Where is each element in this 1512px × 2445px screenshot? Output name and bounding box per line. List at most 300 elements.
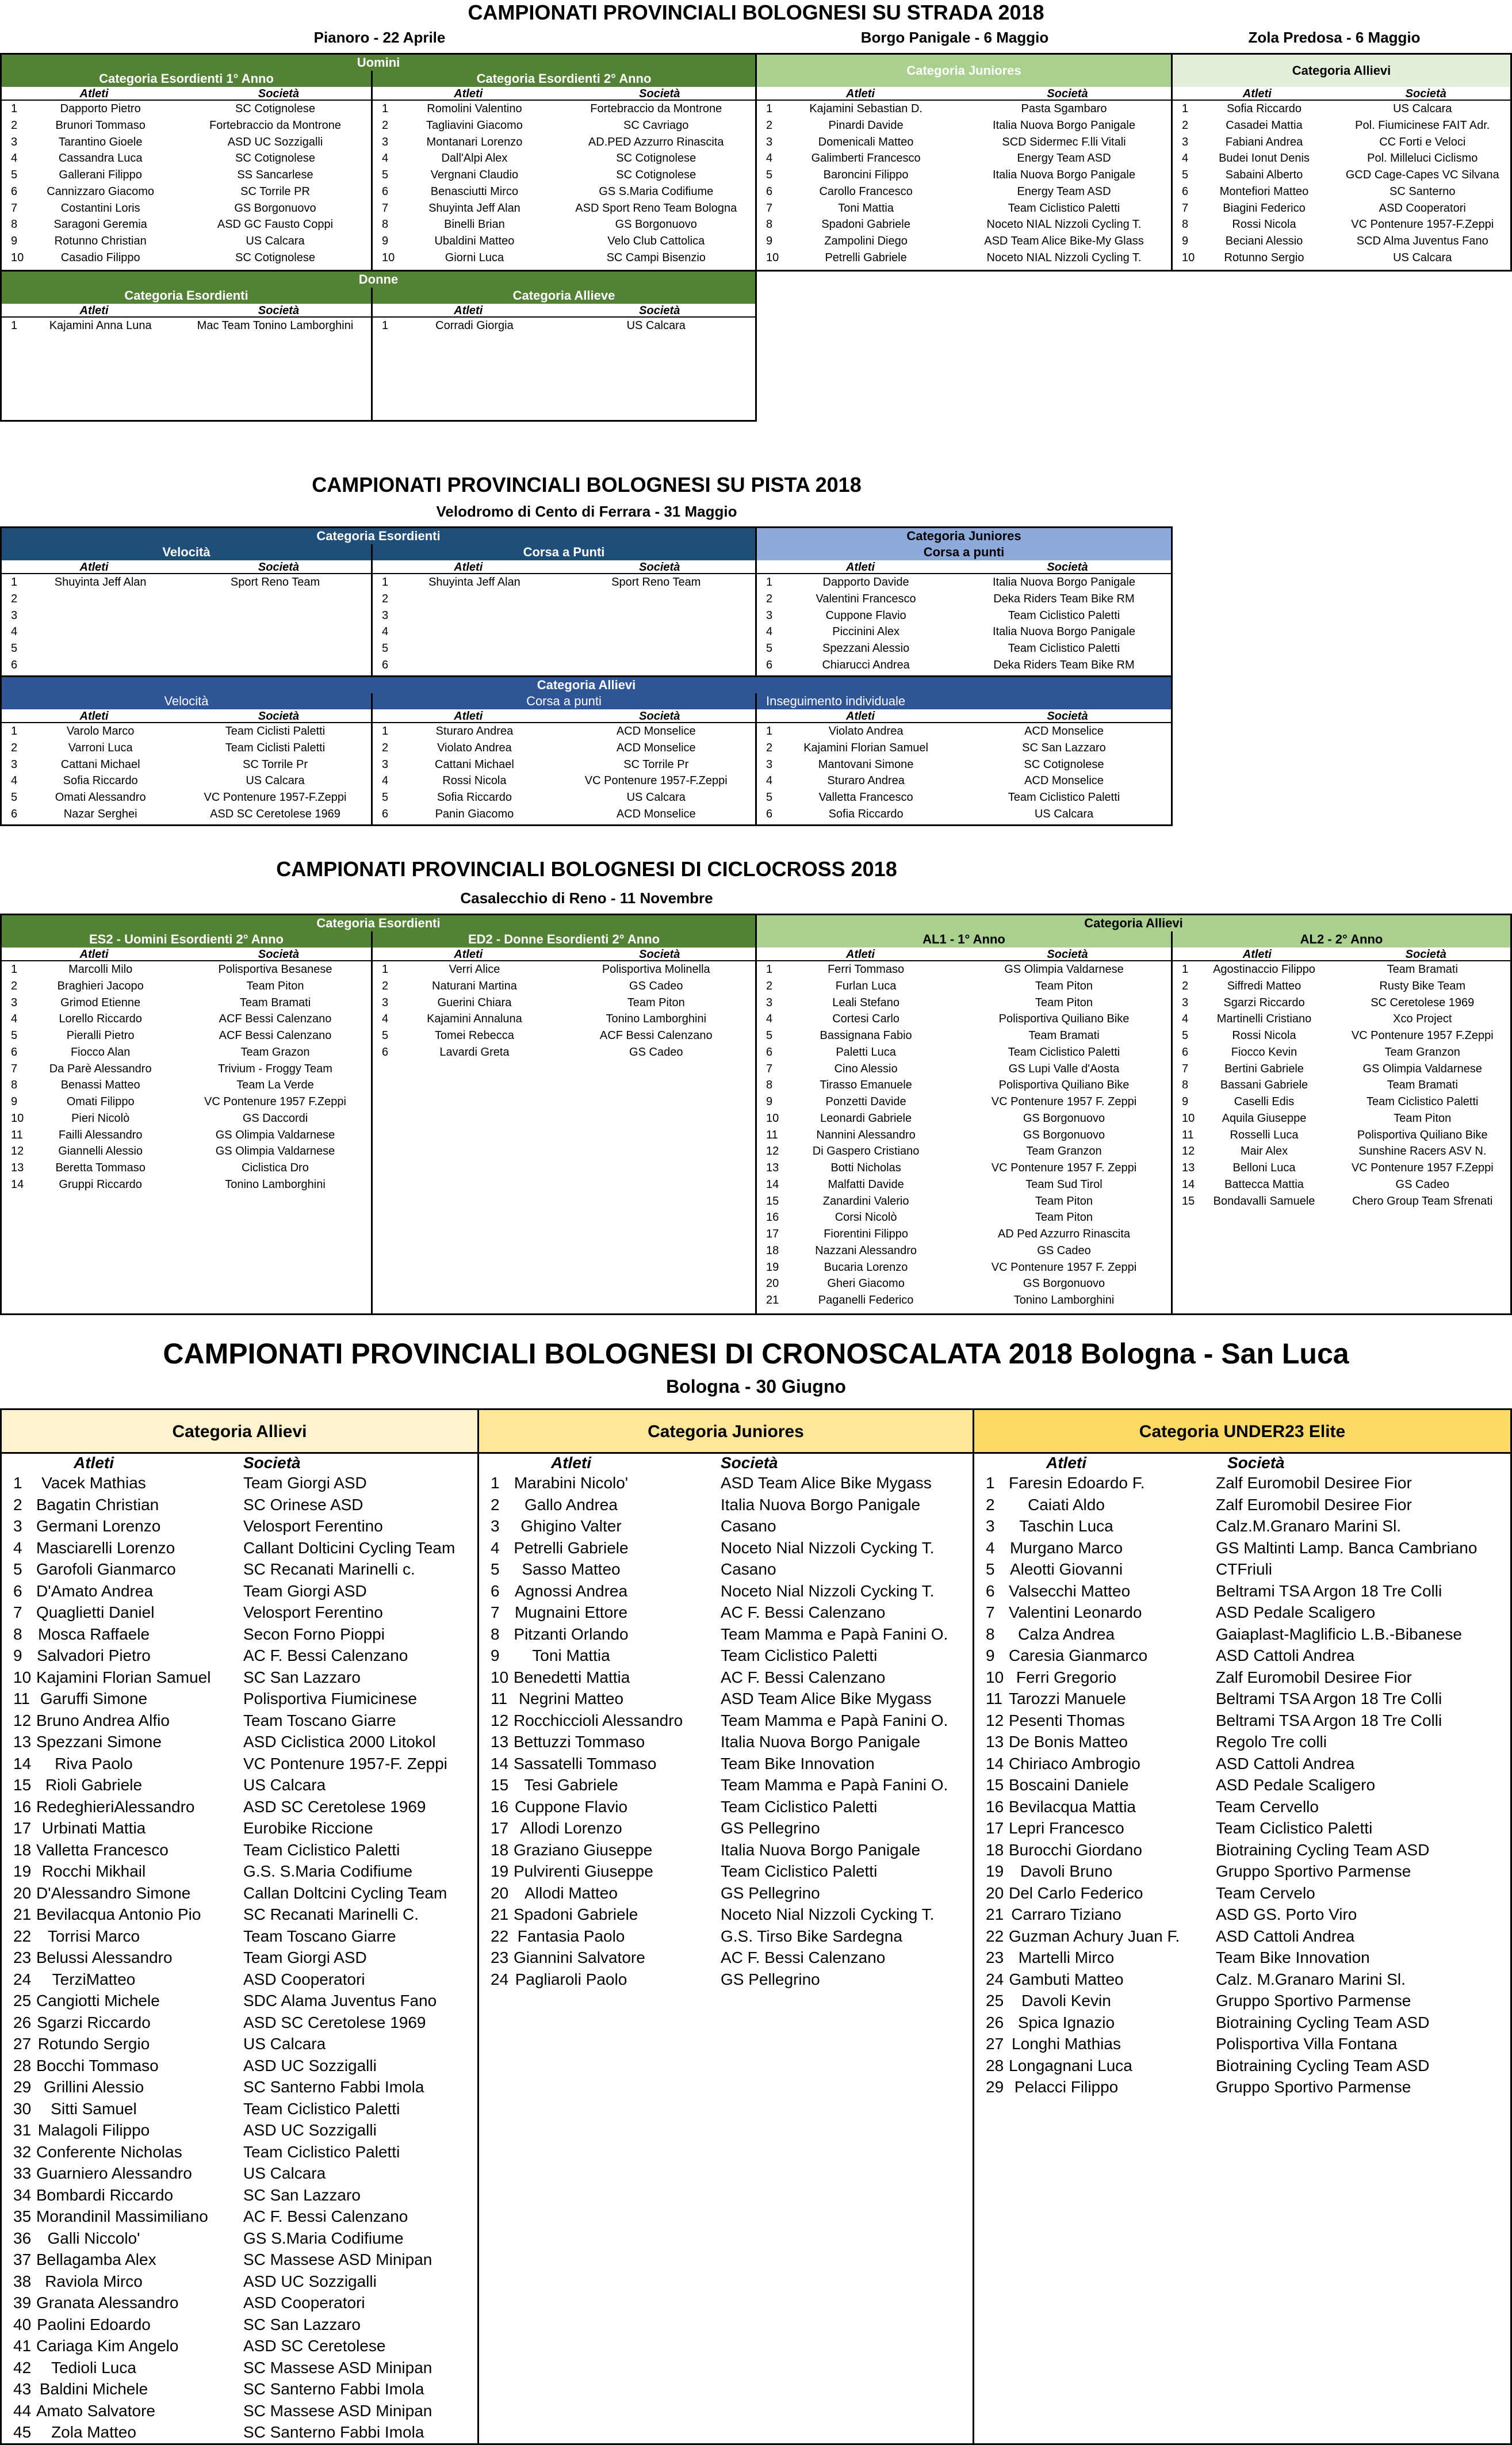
rank-cell: 9 (11, 235, 18, 247)
rank-cell: 9 (382, 235, 389, 247)
strada-loc-2: Borgo Panigale - 6 Maggio (860, 29, 1049, 46)
athlete-cell: Lavardi Greta (439, 1045, 510, 1059)
athlete-cell: Agostinaccio Filippo (1213, 963, 1315, 976)
rank-cell: 44 (13, 2401, 32, 2420)
athlete-cell: Cannizzaro Giacomo (47, 185, 155, 198)
rank-cell: 22 (491, 1927, 509, 1945)
table-row (479, 1969, 973, 1991)
rank-cell: 2 (382, 119, 389, 132)
rank-cell: 13 (766, 1162, 779, 1174)
team-cell: Team Toscano Giarre (243, 1927, 396, 1945)
rank-cell: 10 (13, 1668, 32, 1686)
athlete-cell: Sgarzi Riccardo (1223, 996, 1305, 1009)
table-row (2, 1176, 371, 1193)
rank-cell: 4 (1182, 1013, 1189, 1026)
cross-loc: Casalecchio di Reno - 11 Novembre (460, 889, 713, 907)
table-row (974, 1947, 1510, 1969)
athlete-cell: Valletta Francesco (36, 1840, 169, 1859)
athlete-cell: Sturaro Andrea (827, 774, 905, 788)
athlete-cell: Faresin Edoardo F. (1009, 1474, 1145, 1492)
athlete-cell: Davoli Kevin (1021, 1992, 1111, 2010)
pista-esord-cap-title: Corsa a Punti (373, 544, 755, 560)
rank-cell: 2 (382, 979, 389, 992)
rank-cell: 15 (13, 1776, 32, 1794)
athlete-cell: Bevilacqua Mattia (1009, 1797, 1136, 1816)
team-cell: SCD Alma Juventus Fano (1356, 235, 1488, 247)
table-row (757, 1027, 1171, 1044)
table-row (2, 2119, 477, 2141)
team-cell: ASD Sport Reno Team Bologna (575, 201, 737, 215)
pista-loc: Velodromo di Cento di Ferrara - 31 Maggio (436, 503, 737, 520)
team-cell: SS Sancarlese (237, 169, 313, 181)
table-row (757, 1243, 1171, 1259)
team-cell: Team Cervello (1216, 1797, 1319, 1816)
col-atleti: Atleti (79, 304, 109, 317)
team-cell: Noceto Nial Nizzoli Cycking T. (721, 1905, 935, 1923)
rank-cell: 12 (13, 1711, 32, 1729)
rank-cell: 1 (1182, 963, 1189, 976)
table-row (2, 1558, 477, 1580)
rank-cell: 9 (491, 1646, 500, 1664)
rank-cell: 33 (13, 2164, 32, 2182)
athlete-cell: Sofia Riccardo (63, 774, 138, 788)
athlete-cell: Chiarucci Andrea (822, 658, 910, 671)
athlete-cell: Guarniero Alessandro (36, 2164, 192, 2182)
rank-cell: 4 (11, 625, 18, 639)
team-cell: Team Ciclistico Paletti (721, 1797, 878, 1816)
rank-cell: 5 (13, 1560, 22, 1578)
rank-cell: 22 (13, 1927, 32, 1945)
rank-cell: 9 (11, 1095, 18, 1108)
rank-cell: 21 (986, 1905, 1004, 1923)
table-row (2, 200, 371, 217)
table-row (2, 134, 371, 151)
athlete-cell: Lepri Francesco (1009, 1819, 1124, 1837)
rank-cell: 4 (382, 1013, 389, 1026)
team-cell: US Calcara (246, 235, 305, 247)
rank-cell: 14 (13, 1754, 32, 1772)
table-row (974, 1774, 1510, 1796)
athlete-cell: Sassatelli Tommaso (514, 1754, 657, 1772)
team-cell: ASD UC Sozzigalli (243, 2272, 377, 2290)
team-cell: US Calcara (1393, 102, 1452, 115)
athlete-cell: Rotunno Sergio (1224, 251, 1304, 264)
athlete-cell: Masciarelli Lorenzo (36, 1538, 175, 1557)
rank-cell: 8 (11, 218, 18, 231)
team-cell: Team Giorgi ASD (243, 1581, 367, 1600)
crono-under23-title: Categoria UNDER23 Elite (974, 1410, 1510, 1454)
athlete-cell: Varroni Luca (68, 741, 133, 754)
table-row (2, 1947, 477, 1969)
team-cell: SC Recanati Marinelli C. (243, 1905, 419, 1923)
rank-cell: 9 (766, 1095, 773, 1108)
team-cell: G.S. Tirso Bike Sardegna (721, 1927, 902, 1945)
team-cell: Team Bike Innovation (1216, 1949, 1370, 1966)
rank-cell: 8 (13, 1625, 22, 1643)
table-row (2, 2055, 477, 2077)
rank-cell: 39 (13, 2294, 32, 2312)
team-cell: Team Piton (1035, 996, 1093, 1009)
table-row (757, 150, 1171, 167)
table-row (757, 773, 1171, 789)
rank-cell: 41 (13, 2337, 32, 2355)
strada-donne-panel (0, 270, 757, 422)
athlete-cell: Bagatin Christian (36, 1495, 159, 1514)
athlete-cell: Botti Nicholas (830, 1162, 901, 1174)
table-row (757, 961, 1171, 978)
rank-cell: 5 (382, 642, 389, 655)
table-row (479, 1731, 973, 1753)
strada-es2-title: Categoria Esordienti 2° Anno (373, 71, 755, 87)
rank-cell: 3 (11, 135, 18, 148)
athlete-cell: Rotunno Christian (54, 235, 147, 247)
rank-cell: 42 (13, 2358, 32, 2377)
rank-cell: 13 (13, 1733, 32, 1751)
team-cell: Biotraining Cycling Team ASD (1216, 2056, 1430, 2075)
table-row (757, 624, 1171, 640)
rank-cell: 20 (986, 1884, 1004, 1902)
rank-cell: 12 (986, 1711, 1004, 1729)
rank-cell: 9 (986, 1646, 995, 1664)
rank-cell: 18 (986, 1840, 1004, 1859)
athlete-cell: Bruno Andrea Alfio (36, 1711, 170, 1729)
team-cell: Beltrami TSA Argon 18 Tre Colli (1216, 1690, 1442, 1707)
col-atleti: Atleti (454, 561, 483, 574)
table-row (479, 1645, 973, 1667)
strada-loc-1: Pianoro - 22 Aprile (313, 29, 446, 46)
table-row (373, 773, 755, 789)
athlete-cell: Pitzanti Orlando (514, 1625, 629, 1643)
athlete-cell: Corsi Nicolò (835, 1211, 897, 1224)
rank-cell: 10 (766, 251, 779, 264)
rank-cell: 7 (766, 201, 773, 215)
col-societa: Società (639, 87, 680, 100)
rank-cell: 3 (1182, 135, 1189, 148)
table-row (757, 574, 1171, 591)
col-atleti: Atleti (74, 1454, 114, 1472)
rank-cell: 6 (766, 658, 773, 671)
team-cell: VC Pontenure 1957-F.Zeppi (204, 791, 347, 804)
table-row (2, 1027, 371, 1044)
rank-cell: 17 (491, 1819, 509, 1837)
pista-all-vel-table (2, 693, 373, 824)
pista-juniores-panel (755, 526, 1173, 677)
rank-cell: 4 (986, 1538, 995, 1557)
athlete-cell: Spica Ignazio (1017, 2013, 1115, 2031)
rank-cell: 17 (986, 1819, 1004, 1837)
table-row (373, 101, 755, 117)
rank-cell: 7 (1182, 201, 1189, 215)
team-cell: Polisportiva Molinella (602, 963, 710, 976)
team-cell: Team Bike Innovation (721, 1754, 875, 1772)
athlete-cell: Giorni Luca (445, 251, 504, 264)
rank-cell: 4 (766, 625, 773, 639)
table-row (2, 1710, 477, 1732)
team-cell: ASD Pedale Scaligero (1216, 1776, 1376, 1794)
athlete-cell: Saragoni Geremia (53, 218, 147, 231)
team-cell: Sport Reno Team (230, 576, 320, 589)
team-cell: SC Santerno Fabbi Imola (243, 2078, 424, 2096)
team-cell: US Calcara (1034, 807, 1094, 820)
team-cell: Energy Team ASD (1017, 152, 1111, 165)
athlete-cell: Petrelli Gabriele (825, 251, 907, 264)
rank-cell: 2 (13, 1495, 22, 1514)
team-cell: GS Pellegrino (721, 1970, 820, 1988)
crono-juniores-panel (477, 1408, 974, 2445)
table-row (757, 978, 1171, 995)
athlete-cell: Caselli Edis (1234, 1095, 1295, 1108)
table-row (373, 657, 755, 674)
table-row (2, 1774, 477, 1796)
athlete-cell: Panin Giacomo (435, 807, 514, 820)
athlete-cell: Kajamini Florian Samuel (36, 1668, 211, 1686)
rank-cell: 10 (1182, 1111, 1195, 1125)
rank-cell: 7 (382, 201, 389, 215)
rank-cell: 3 (382, 758, 389, 771)
strada-allievi-title: Categoria Allievi (1173, 55, 1510, 87)
athlete-cell: Pesenti Thomas (1009, 1711, 1125, 1729)
team-cell: SC Cotignolese (616, 152, 696, 165)
athlete-cell: Beretta Tommaso (55, 1162, 146, 1174)
athlete-cell: Baldini Michele (39, 2380, 148, 2398)
athlete-cell: Ghigino Valter (520, 1517, 622, 1535)
team-cell: VC Pontenure 1957 F. Zeppi (991, 1260, 1137, 1274)
table-row (479, 1861, 973, 1882)
strada-donne-header: Donne (2, 272, 755, 288)
team-cell: US Calcara (243, 2035, 326, 2053)
team-cell: Calz.M.Granaro Marini Sl. (1216, 1517, 1402, 1535)
cross-esordienti-panel (0, 914, 757, 1315)
athlete-cell: Belussi Alessandro (36, 1949, 173, 1966)
athlete-cell: Valsecchi Matteo (1009, 1581, 1131, 1600)
table-row (2, 723, 371, 740)
athlete-cell: D'Amato Andrea (36, 1581, 154, 1600)
team-cell: Polisportiva Quiliano Bike (998, 1013, 1130, 1026)
cross-ed2-table (373, 931, 755, 1313)
table-row (479, 1472, 973, 1494)
athlete-cell: Budei Ionut Denis (1219, 152, 1310, 165)
team-cell: Team Granzon (1026, 1145, 1102, 1158)
team-cell: ASD SC Ceretolese 1969 (243, 2013, 426, 2031)
team-cell: Polisportiva Fiumicinese (243, 1690, 417, 1707)
team-cell: SC Cotignolese (235, 152, 315, 165)
team-cell: GS Olimpia Valdarnese (215, 1128, 335, 1141)
table-row (373, 150, 755, 167)
athlete-cell: Longhi Mathias (1012, 2035, 1121, 2053)
table-row (1173, 150, 1510, 167)
athlete-cell: Giannini Salvatore (514, 1949, 645, 1966)
table-row (2, 150, 371, 167)
athlete-cell: Carollo Francesco (819, 185, 913, 198)
team-cell: Team Bramati (239, 996, 311, 1009)
table-row (1173, 961, 1510, 978)
athlete-cell: TerziMatteo (52, 1970, 136, 1988)
rank-cell: 8 (1182, 218, 1189, 231)
rank-cell: 7 (13, 1603, 22, 1621)
team-cell: ASD Cattoli Andrea (1216, 1754, 1355, 1772)
team-cell: ASD Team Alice Bike Mygass (721, 1690, 932, 1707)
rank-cell: 4 (11, 1013, 18, 1026)
athlete-cell: Bassignana Fabio (820, 1029, 912, 1042)
athlete-cell: Paolini Edoardo (37, 2315, 151, 2333)
athlete-cell: Allodi Lorenzo (520, 1819, 622, 1837)
strada-uomini-header: Uomini (2, 55, 755, 71)
athlete-cell: Di Gaspero Cristiano (812, 1145, 920, 1158)
team-cell: Callan Doltcini Cycling Team (243, 1884, 447, 1902)
athlete-cell: Rossi Nicola (442, 774, 507, 788)
athlete-cell: Galli Niccolo' (47, 2229, 140, 2247)
team-cell: Noceto NIAL Nizzoli Cycling T. (986, 218, 1142, 231)
table-row (974, 2012, 1510, 2034)
athlete-cell: Rocchiccioli Alessandro (514, 1711, 683, 1729)
table-row (479, 1537, 973, 1559)
team-cell: Team Granzon (1384, 1045, 1460, 1059)
athlete-cell: Paletti Luca (836, 1045, 896, 1059)
rank-cell: 15 (491, 1776, 509, 1794)
table-row (2, 995, 371, 1011)
table-row (757, 1259, 1171, 1276)
athlete-cell: Nazar Serghei (63, 807, 137, 820)
table-row (2, 1110, 371, 1127)
rank-cell: 1 (11, 319, 18, 332)
athlete-cell: Rossi Nicola (1232, 1029, 1296, 1042)
pista-esordienti-panel (0, 526, 757, 677)
col-atleti: Atleti (846, 561, 875, 574)
cross-allievi-panel (755, 914, 1512, 1315)
team-cell: SC Massese ASD Minipan (243, 2358, 432, 2377)
team-cell: Tonino Lamborghini (606, 1013, 707, 1026)
team-cell: Mac Team Tonino Lamborghini (197, 319, 354, 332)
rank-cell: 3 (766, 996, 773, 1009)
table-row (2, 1645, 477, 1667)
athlete-cell: Shuyinta Jeff Alan (54, 576, 147, 589)
athlete-cell: De Bonis Matteo (1009, 1733, 1128, 1751)
athlete-cell: Rossi Nicola (1232, 218, 1296, 231)
rank-cell: 15 (1182, 1194, 1195, 1208)
rank-cell: 9 (13, 1646, 22, 1664)
table-row (974, 1688, 1510, 1710)
team-cell: SC San Lazzaro (243, 2186, 361, 2204)
team-cell: Secon Forno Pioppi (243, 1625, 385, 1643)
rank-cell: 6 (491, 1581, 500, 1600)
rank-cell: 10 (491, 1668, 509, 1686)
col-atleti: Atleti (454, 948, 483, 961)
rank-cell: 11 (491, 1690, 508, 1707)
table-row (2, 1904, 477, 1926)
col-atleti: Atleti (1046, 1454, 1086, 1472)
rank-cell: 12 (491, 1711, 509, 1729)
table-row (757, 200, 1171, 217)
athlete-cell: Caiati Aldo (1028, 1495, 1105, 1514)
athlete-cell: Cuppone Flavio (825, 609, 906, 622)
team-cell: Beltrami TSA Argon 18 Tre Colli (1216, 1711, 1442, 1729)
team-cell: US Calcara (1393, 251, 1452, 264)
rank-cell: 11 (13, 1690, 30, 1707)
athlete-cell: Battecca Mattia (1224, 1178, 1304, 1191)
rank-cell: 3 (382, 609, 389, 622)
rank-cell: 16 (766, 1211, 779, 1224)
team-cell: ASD GC Fausto Coppi (217, 218, 334, 231)
cross-esord-header: Categoria Esordienti (2, 915, 755, 931)
table-row (1173, 1193, 1510, 1210)
rank-cell: 6 (766, 807, 773, 820)
col-societa: Società (639, 948, 680, 961)
team-cell: Team Cervelo (1216, 1884, 1315, 1902)
team-cell: AC F. Bessi Calenzano (721, 1603, 886, 1621)
rank-cell: 3 (11, 996, 18, 1009)
rank-cell: 6 (11, 1045, 18, 1059)
col-atleti: Atleti (846, 87, 875, 100)
crono-juniores-title: Categoria Juniores (479, 1410, 973, 1454)
table-row (1173, 184, 1510, 200)
table-row (757, 233, 1171, 250)
athlete-cell: Furlan Luca (835, 979, 897, 992)
table-row (1173, 134, 1510, 151)
rank-cell: 6 (11, 185, 18, 198)
team-cell: ASD SC Ceretolese 1969 (210, 807, 340, 820)
table-row (373, 1027, 755, 1044)
rank-cell: 14 (491, 1754, 509, 1772)
table-row (2, 978, 371, 995)
strada-uomini-panel (0, 53, 757, 272)
athlete-cell: Verri Alice (449, 963, 500, 976)
athlete-cell: Malfatti Davide (828, 1178, 904, 1191)
table-row (2, 184, 371, 200)
rank-cell: 2 (11, 119, 18, 132)
table-row (479, 1494, 973, 1516)
team-cell: ASD Cooperatori (243, 2294, 365, 2312)
rank-cell: 2 (382, 741, 389, 754)
athlete-cell: Tagliavini Giacomo (426, 119, 523, 132)
table-row (757, 1176, 1171, 1193)
col-societa: Società (1047, 710, 1088, 723)
team-cell: Team Giorgi ASD (243, 1949, 367, 1966)
team-cell: Biotraining Cycling Team ASD (1216, 2013, 1430, 2031)
rank-cell: 11 (1182, 1128, 1194, 1141)
athlete-cell: Pulvirenti Giuseppe (514, 1862, 653, 1880)
team-cell: ASD UC Sozzigalli (243, 2121, 377, 2139)
athlete-cell: Pinardi Davide (828, 119, 904, 132)
pista-all-vel-title: Velocità (2, 693, 371, 709)
table-row (757, 1094, 1171, 1110)
rank-cell: 5 (382, 169, 389, 181)
athlete-cell: Urbinati Mattia (41, 1819, 146, 1837)
athlete-cell: Omati Filippo (66, 1095, 135, 1108)
rank-cell: 9 (1182, 1095, 1189, 1108)
table-row (2, 2335, 477, 2357)
col-societa: Società (639, 561, 680, 574)
table-row (974, 1796, 1510, 1818)
rank-cell: 5 (1182, 169, 1189, 181)
table-row (757, 723, 1171, 740)
team-cell: Team Ciclistico Paletti (1366, 1095, 1479, 1108)
team-cell: ASD Ciclistica 2000 Litokol (243, 1733, 436, 1751)
athlete-cell: Aquila Giuseppe (1222, 1111, 1307, 1125)
table-row (479, 1926, 973, 1947)
rank-cell: 1 (766, 102, 773, 115)
team-cell: Gruppo Sportivo Parmense (1216, 1862, 1411, 1880)
table-row (373, 318, 755, 334)
athlete-cell: Cino Alessio (834, 1062, 898, 1075)
athlete-cell: Costantini Loris (60, 201, 140, 215)
rank-cell: 24 (986, 1970, 1004, 1988)
team-cell: SC Ceretolese 1969 (1371, 996, 1475, 1009)
athlete-cell: Binelli Brian (444, 218, 505, 231)
rank-cell: 2 (382, 592, 389, 605)
team-cell: Deka Riders Team Bike RM (993, 658, 1135, 671)
rank-cell: 2 (1182, 979, 1189, 992)
rank-cell: 5 (766, 791, 773, 804)
